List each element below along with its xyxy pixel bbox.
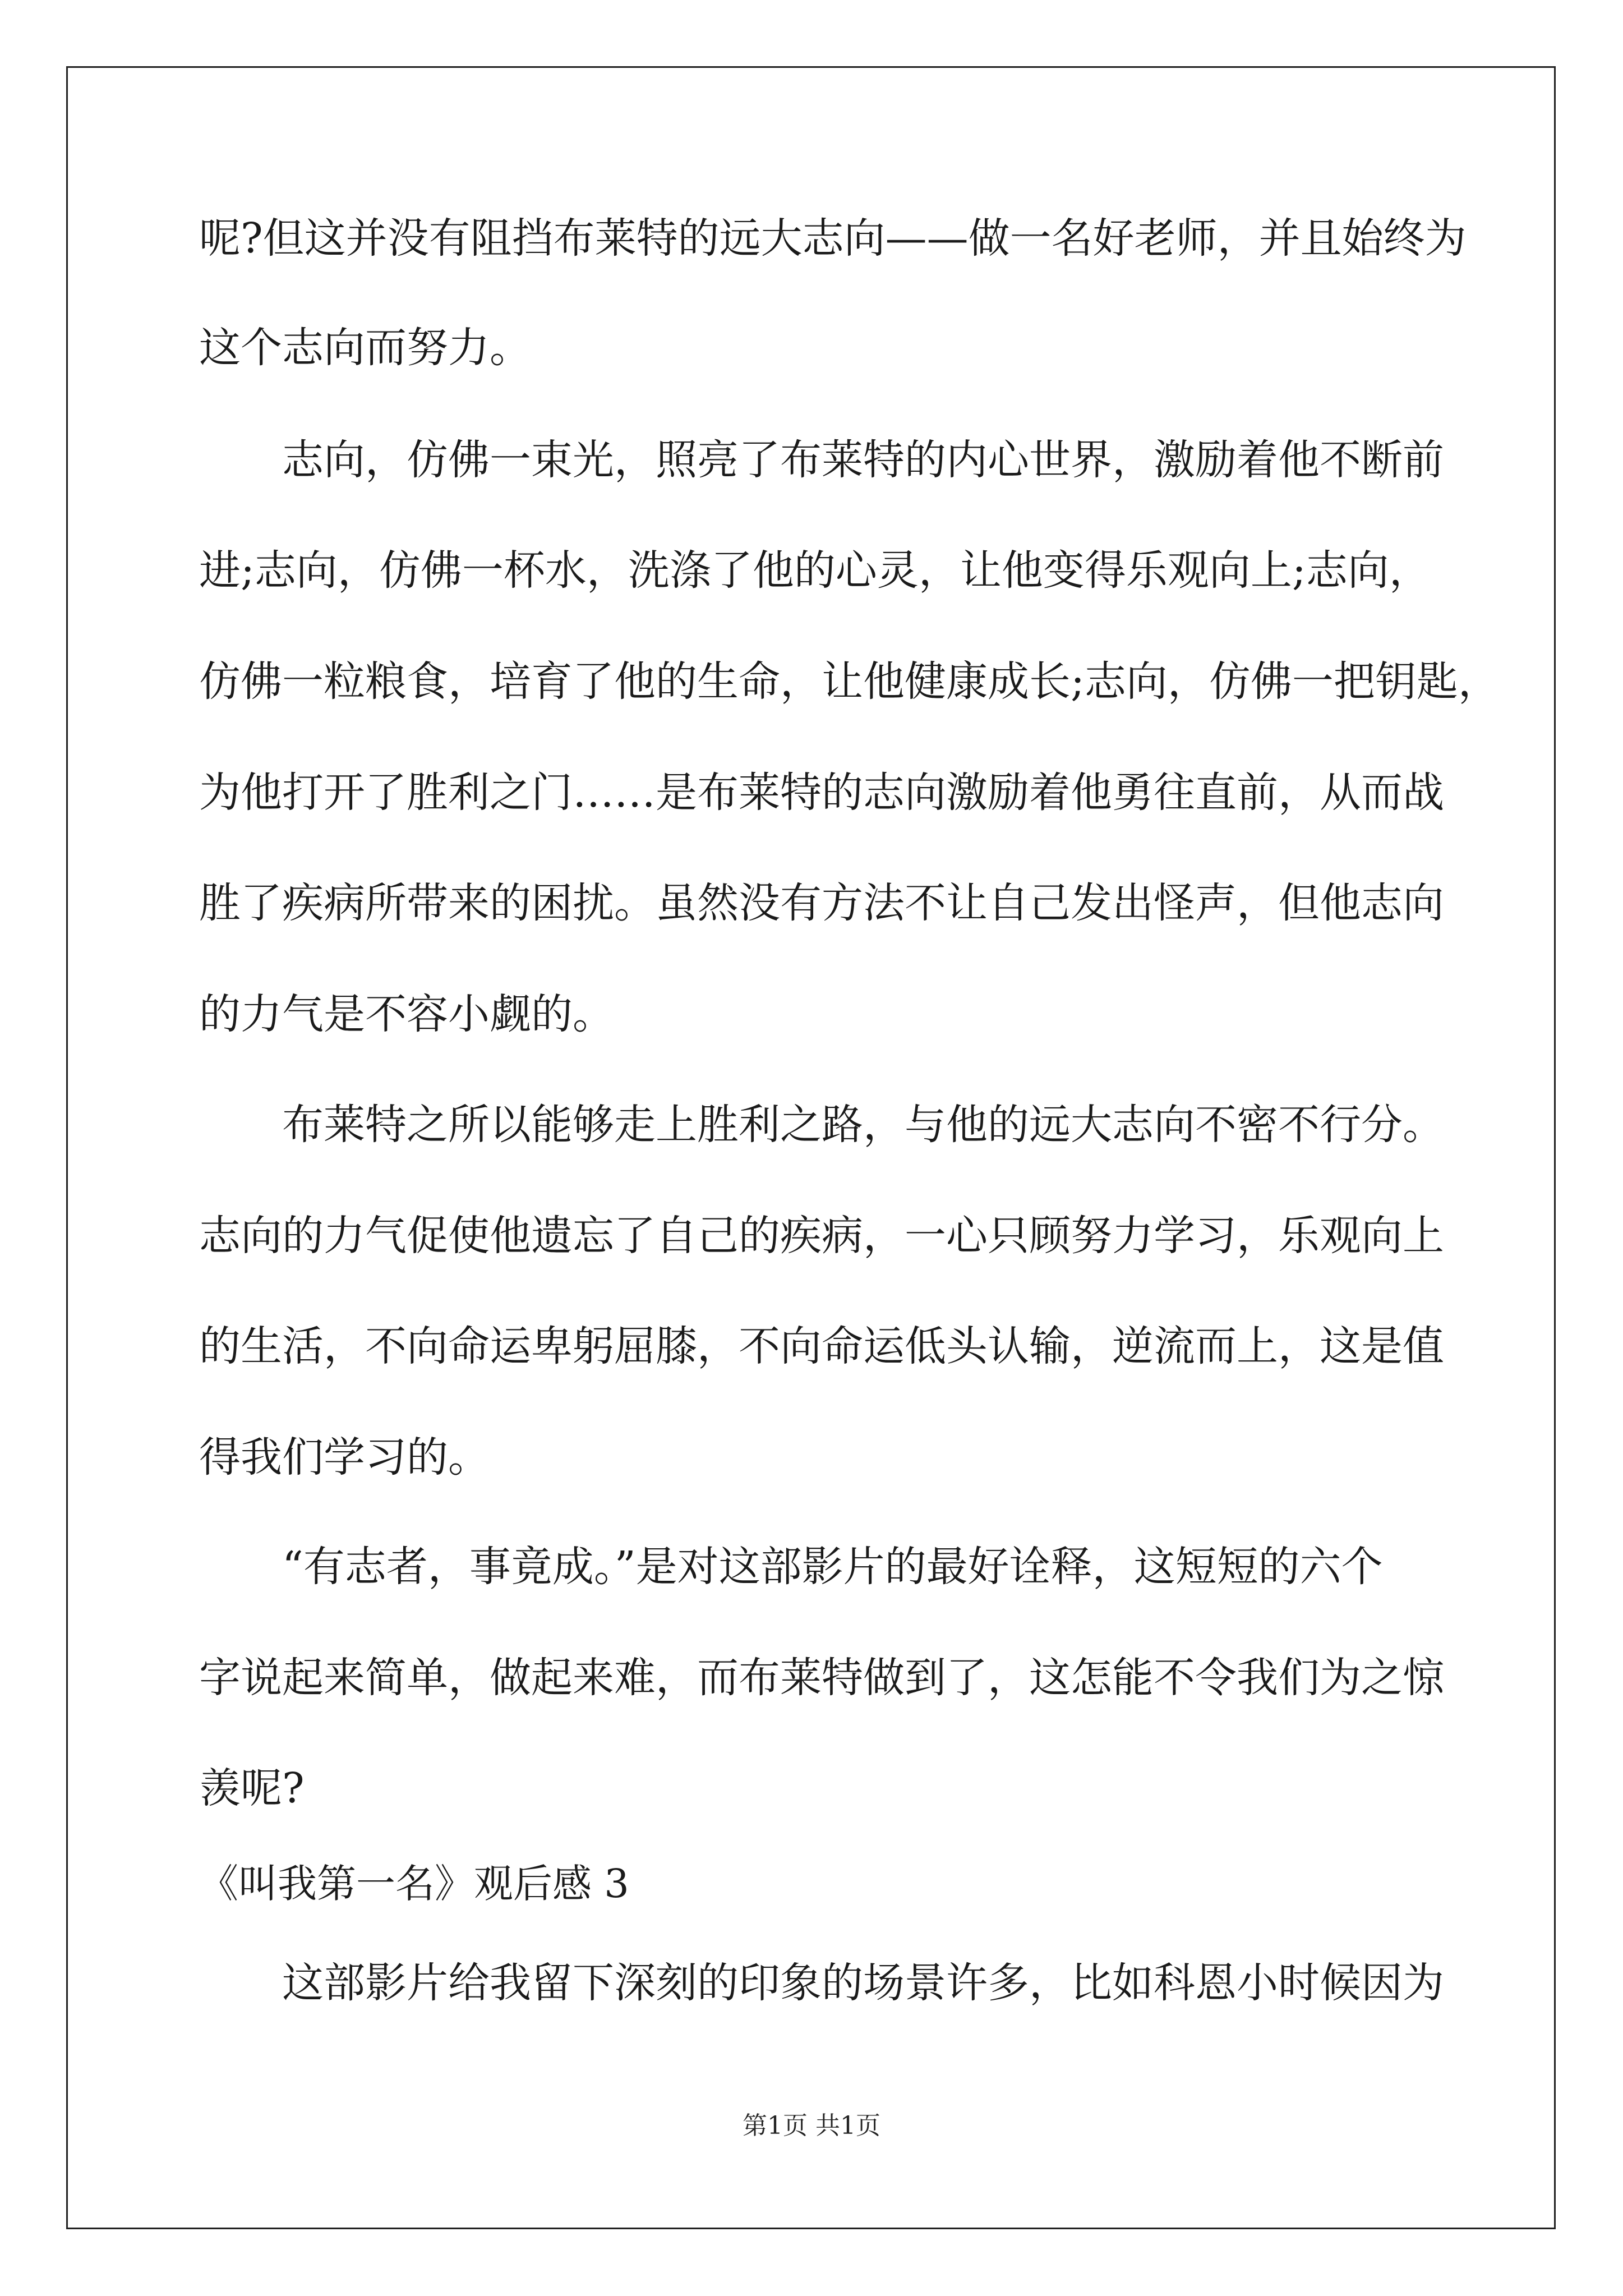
text-line: 的生活，不向命运卑躬屈膝，不向命运低头认输，逆流而上，这是值: [199, 1322, 1444, 1370]
text-line: 字说起来简单，做起来难，而布莱特做到了，这怎能不令我们为之惊: [199, 1654, 1444, 1702]
text-line: 志向的力气促使他遗忘了自己的疾病，一心只顾努力学习，乐观向上: [199, 1212, 1444, 1260]
section-heading: 《叫我第一名》观后感 3: [199, 1861, 629, 1907]
text-line: 为他打开了胜利之门……是布莱特的志向激励着他勇往直前，从而战: [199, 769, 1444, 817]
text-line: 仿佛一粒粮食，培育了他的生命，让他健康成长;志向，仿佛一把钥匙，: [199, 657, 1500, 706]
text-line: 胜了疾病所带来的困扰。虽然没有方法不让自己发出怪声，但他志向: [199, 879, 1444, 927]
page-footer: 第1页 共1页: [743, 2111, 880, 2140]
text-line: 羡呢?: [199, 1764, 305, 1812]
text-line: 进;志向，仿佛一杯水，洗涤了他的心灵，让他变得乐观向上;志向，: [199, 546, 1431, 595]
text-line: 的力气是不容小觑的。: [199, 990, 614, 1038]
paragraph-start-line: 布莱特之所以能够走上胜利之路，与他的远大志向不密不行分。: [282, 1101, 1444, 1149]
paragraph-start-line: 志向，仿佛一束光，照亮了布莱特的内心世界，激励着他不断前: [282, 436, 1444, 484]
paragraph-start-line: 这部影片给我留下深刻的印象的场景许多，比如科恩小时候因为: [282, 1959, 1444, 2007]
text-line: 这个志向而努力。: [199, 324, 531, 372]
text-line: 得我们学习的。: [199, 1433, 490, 1481]
text-line: 呢?但这并没有阻挡布莱特的远大志向——做一名好老师，并且始终为: [199, 214, 1467, 263]
paragraph-start-line: “有志者，事竟成。”是对这部影片的最好诠释，这短短的六个: [282, 1543, 1383, 1591]
